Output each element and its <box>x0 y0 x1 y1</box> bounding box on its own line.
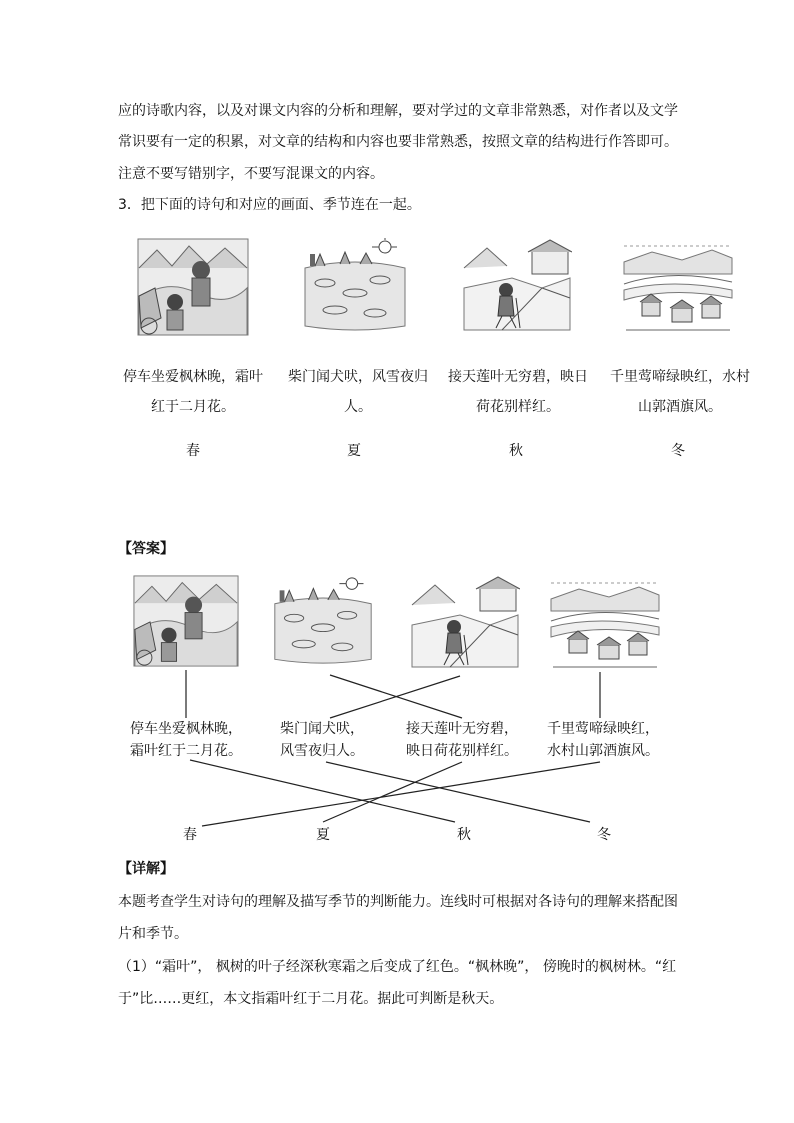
answer-heading: 【答案】 <box>118 541 174 557</box>
intro-line-1: 应的诗歌内容，以及对课文内容的分析和理解，要对学过的文章非常熟悉，对作者以及文学 <box>118 103 678 119</box>
poem-line: 风雪夜归人。 <box>280 743 364 759</box>
question-title: 3．把下面的诗句和对应的画面、季节连在一起。 <box>118 197 421 213</box>
connect-picture3-poem2 <box>330 676 460 718</box>
detail-line-2: 片和季节。 <box>118 926 188 942</box>
intro-line-2: 常识要有一定的积累，对文章的结构和内容也要非常熟悉，按照文章的结构进行作答即可。 <box>118 134 678 150</box>
intro-line-3: 注意不要写错别字，不要写混课文的内容。 <box>118 166 384 182</box>
detail-line-3: （1）“霜叶”， 枫树的叶子经深秋寒霜之后变成了红色。“枫林晚”， 傍晚时的枫树林。“红 <box>118 959 677 975</box>
answer-season-winter: 冬 <box>597 827 611 843</box>
answer-season-autumn: 秋 <box>457 827 471 843</box>
connect-poem2-winter <box>326 762 590 822</box>
poem-line: 接天莲叶无穷碧， <box>406 721 518 737</box>
question-season-spring: 春 <box>186 443 200 459</box>
answer-season-spring: 春 <box>183 827 197 843</box>
answer-poem-1 <box>111 718 261 762</box>
poem-line: 接天莲叶无穷碧，映日 <box>448 369 588 385</box>
connect-poem3-summer <box>323 762 462 822</box>
connect-poem4-spring <box>202 762 600 826</box>
detail-heading: 【详解】 <box>118 861 174 877</box>
poem-line: 停车坐爱枫林晚，霜叶 <box>123 369 263 385</box>
poem-line: 千里莺啼绿映红， <box>547 721 659 737</box>
detail-line-1: 本题考查学生对诗句的理解及描写季节的判断能力。连线时可根据对各诗句的理解来搭配图 <box>118 894 678 910</box>
poem-line: 柴门闻犬吠， <box>280 721 364 737</box>
poem-line: 千里莺啼绿映红，水村 <box>610 369 750 385</box>
answer-season-summer: 夏 <box>316 827 330 843</box>
answer-poem-4 <box>528 718 678 762</box>
question-season-autumn: 秋 <box>509 443 523 459</box>
poem-line: 人。 <box>344 399 372 415</box>
poem-line: 映日荷花别样红。 <box>406 743 518 759</box>
detail-line-4: 于”比……更红，本文指霜叶红于二月花。据此可判断是秋天。 <box>118 991 504 1007</box>
poem-line: 霜叶红于二月花。 <box>130 743 242 759</box>
poem-line: 山郭酒旗风。 <box>638 399 722 415</box>
answer-poem-2 <box>247 718 397 762</box>
poem-line: 水村山郭酒旗风。 <box>547 743 659 759</box>
answer-poem-3 <box>387 718 537 762</box>
question-season-winter: 冬 <box>671 443 685 459</box>
poem-line: 停车坐爱枫林晚， <box>130 721 242 737</box>
connect-poem1-autumn <box>190 760 455 822</box>
poem-line: 红于二月花。 <box>151 399 235 415</box>
question-season-summer: 夏 <box>347 443 361 459</box>
poem-line: 荷花别样红。 <box>476 399 560 415</box>
poem-line: 柴门闻犬吠，风雪夜归 <box>288 369 428 385</box>
